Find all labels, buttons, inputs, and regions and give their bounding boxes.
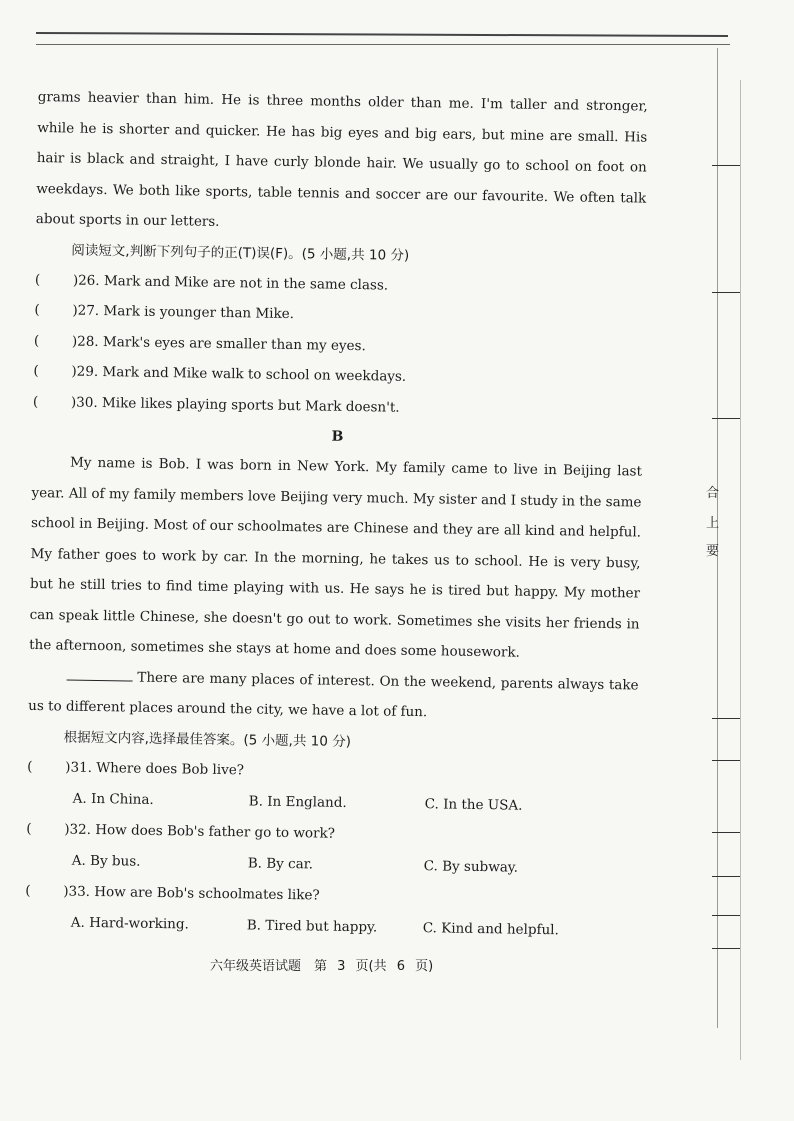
- margin-tick: [712, 292, 740, 293]
- exam-content: [25, 82, 648, 947]
- page-footer: 六年级英语试题 第 3 页(共 6 页): [210, 959, 434, 974]
- mc-question-text: )33. How are Bob's schoolmates like?: [63, 882, 320, 904]
- passage-b-paragraph-2-text: There are many places of interest. On the weekend, parents always take us to different places around the city, we have a lot of fun.: [28, 669, 639, 721]
- option-a: A. In China.: [72, 790, 154, 808]
- answer-paren[interactable]: (: [27, 758, 33, 775]
- right-margin-line: [717, 48, 718, 1028]
- passage-a-text: grams heavier than him. He is three months older than me. I'm taller and stronger, while he is shorter and quicker. He has big eyes and big ears, but mine are small. His hair is black and straight, I have curly blonde hair. We usually go to school on foot on weekdays. We both like sports, table tennis and soccer are our favourite. We often talk about sports in our letters.: [35, 88, 648, 230]
- answer-paren[interactable]: (: [32, 393, 39, 410]
- margin-char: 要: [706, 544, 720, 559]
- tf-question-text: )28. Mark's eyes are smaller than my eyes.: [71, 333, 366, 354]
- option-c: C. Kind and helpful.: [422, 919, 559, 938]
- mc-question-text: )31. Where does Bob live?: [65, 759, 245, 778]
- tf-question-text: )26. Mark and Mike are not in the same class.: [72, 272, 389, 294]
- margin-tick: [712, 760, 740, 761]
- margin-tick: [712, 876, 740, 877]
- tf-question-text: )27. Mark is younger than Mike.: [72, 302, 295, 323]
- answer-paren[interactable]: (: [25, 882, 31, 899]
- option-a: A. Hard-working.: [70, 914, 189, 932]
- option-a: A. By bus.: [71, 852, 141, 870]
- tf-instruction: 阅读短文,判断下列句子的正(T)误(F)。(5 小题,共 10 分): [71, 242, 410, 264]
- margin-tick: [712, 915, 740, 916]
- section-b-title: B: [331, 428, 344, 445]
- top-border-line: [36, 32, 728, 37]
- answer-paren[interactable]: (: [26, 820, 32, 837]
- margin-tick: [712, 832, 740, 833]
- answer-paren[interactable]: (: [34, 271, 41, 288]
- right-margin-line-2: [740, 80, 741, 1060]
- margin-tick: [712, 418, 740, 419]
- option-b: B. By car.: [247, 854, 314, 872]
- answer-paren[interactable]: (: [33, 332, 40, 349]
- answer-paren[interactable]: (: [34, 301, 40, 319]
- option-b: B. Tired but happy.: [246, 916, 378, 935]
- fill-blank[interactable]: [67, 665, 133, 681]
- option-c: C. By subway.: [423, 857, 519, 876]
- tf-question-text: )30. Mike likes playing sports but Mark doesn't.: [70, 394, 400, 416]
- margin-tick: [712, 948, 740, 949]
- option-b: B. In England.: [248, 792, 347, 811]
- option-c: C. In the USA.: [424, 795, 523, 814]
- answer-paren[interactable]: (: [33, 362, 39, 380]
- tf-question-text: )29. Mark and Mike walk to school on weekdays.: [71, 363, 407, 385]
- margin-char: 上: [706, 516, 720, 531]
- passage-b-paragraph-1: My name is Bob. I was born in New York. My family came to live in Beijing last year. All of my family members love Beijing very much. My sister and I study in the same school in Beijing. Most of our schoolmates are Chinese and they are all kind and helpful. My father goes to work by car. In the morning, he takes us to school. He is very busy, but he still tries to find time playing with us. He says he is tired but happy. My mother can speak little Chinese, she doesn't go out to work. Sometimes she visits her friends in the afternoon, sometimes she stays at home and does some housework.: [29, 454, 643, 661]
- margin-tick: [712, 718, 740, 719]
- passage-b-paragraph-2: [28, 660, 639, 731]
- mc-question-text: )32. How does Bob's father go to work?: [64, 821, 336, 842]
- mc-instruction: 根据短文内容,选择最佳答案。(5 小题,共 10 分): [63, 728, 352, 750]
- top-border-line-2: [36, 44, 730, 45]
- margin-tick: [712, 165, 740, 166]
- margin-char: 合: [706, 486, 720, 501]
